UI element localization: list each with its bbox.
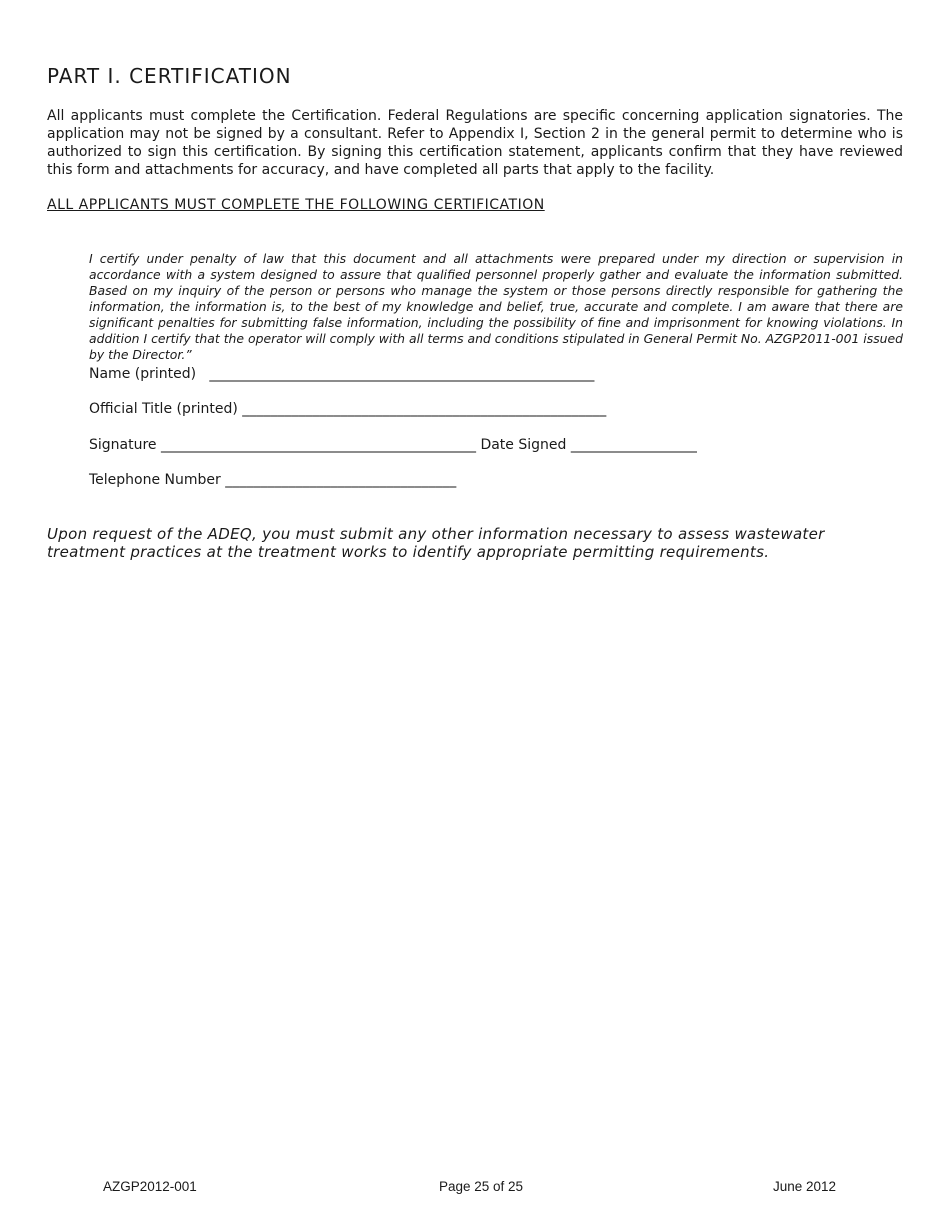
- name-blank-line[interactable]: _______________________________________________________: [196, 366, 595, 382]
- footer-form-id: AZGP2012-001: [103, 1179, 197, 1194]
- footer-date: June 2012: [772, 1179, 836, 1194]
- section-heading: ALL APPLICANTS MUST COMPLETE THE FOLLOWING CERTIFICATION: [47, 197, 545, 213]
- name-label: Name (printed): [89, 366, 197, 382]
- date-signed-label: Date Signed: [476, 437, 567, 453]
- date-signed-blank-line[interactable]: __________________: [566, 437, 697, 453]
- signature-label: Signature: [89, 437, 157, 453]
- signature-blank-line[interactable]: _____________________________________________: [156, 437, 476, 453]
- official-title-blank-line[interactable]: ____________________________________________________: [237, 401, 607, 417]
- signature-row[interactable]: [89, 437, 697, 453]
- page-title: PART I. CERTIFICATION: [47, 64, 292, 88]
- footer-page-number: Page 25 of 25: [438, 1179, 524, 1194]
- official-title-label: Official Title (printed): [89, 401, 238, 417]
- certification-statement: I certify under penalty of law that this document and all attachments were prepared under my direction or supervision in accordance with a system designed to assure that qualified personnel properly gather and evaluate the information submitted. Based on my inquiry of the person or persons who manage the system or those persons directly responsible for gathering the information, the information is, to the best of my knowledge and belief, true, accurate and complete. I am aware that there are significant penalties for submitting false information, including the possibility of fine and imprisonment for knowing violations. In addition I certify that the operator will comply with all terms and conditions stipulated in General Permit No. AZGP2011-001 issued by the Director.”: [89, 251, 903, 362]
- closing-note: Upon request of the ADEQ, you must submit any other information necessary to assess wastewater treatment practices at the treatment works to identify appropriate permitting requirements.: [47, 525, 825, 561]
- telephone-field[interactable]: [89, 472, 456, 488]
- telephone-label: Telephone Number: [89, 472, 221, 488]
- intro-paragraph: All applicants must complete the Certification. Federal Regulations are specific concerning application signatories. The application may not be signed by a consultant. Refer to Appendix I, Section 2 in the general permit to determine who is authorized to sign this certification. By signing this certification statement, applicants confirm that they have reviewed this form and attachments for accuracy, and have completed all parts that apply to the facility.: [47, 108, 903, 178]
- name-field[interactable]: [89, 366, 594, 382]
- official-title-field[interactable]: [89, 401, 606, 417]
- telephone-blank-line[interactable]: _________________________________: [220, 472, 457, 488]
